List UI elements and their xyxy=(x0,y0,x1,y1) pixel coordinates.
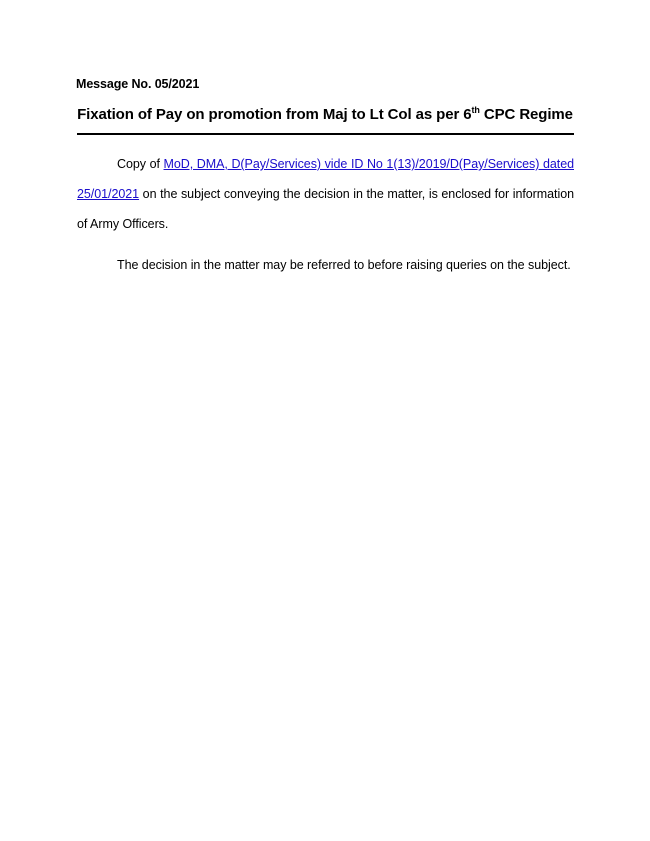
title-end: CPC Regime xyxy=(479,106,573,123)
paragraph-2 xyxy=(77,250,574,280)
document-title xyxy=(60,106,590,123)
title-superscript: th xyxy=(471,105,480,115)
title-divider xyxy=(77,133,574,135)
reference-link[interactable]: MoD, DMA, D(Pay/Services) vide ID No 1(13)/2019/D(Pay/Services) dated 25/01/2021 xyxy=(77,157,574,201)
title-main: Fixation of Pay on promotion from Maj to Lt Col as per 6 xyxy=(77,106,472,123)
message-number: Message No. 05/2021 xyxy=(76,77,200,91)
paragraph-2-text: The decision in the matter may be referred to before raising queries on the subject. xyxy=(117,258,571,272)
paragraph-1 xyxy=(77,149,574,239)
paragraph-1-lead: Copy of xyxy=(117,157,164,171)
paragraph-1-rest: on the subject conveying the decision in the matter, is enclosed for information of Army Officers. xyxy=(77,187,574,231)
